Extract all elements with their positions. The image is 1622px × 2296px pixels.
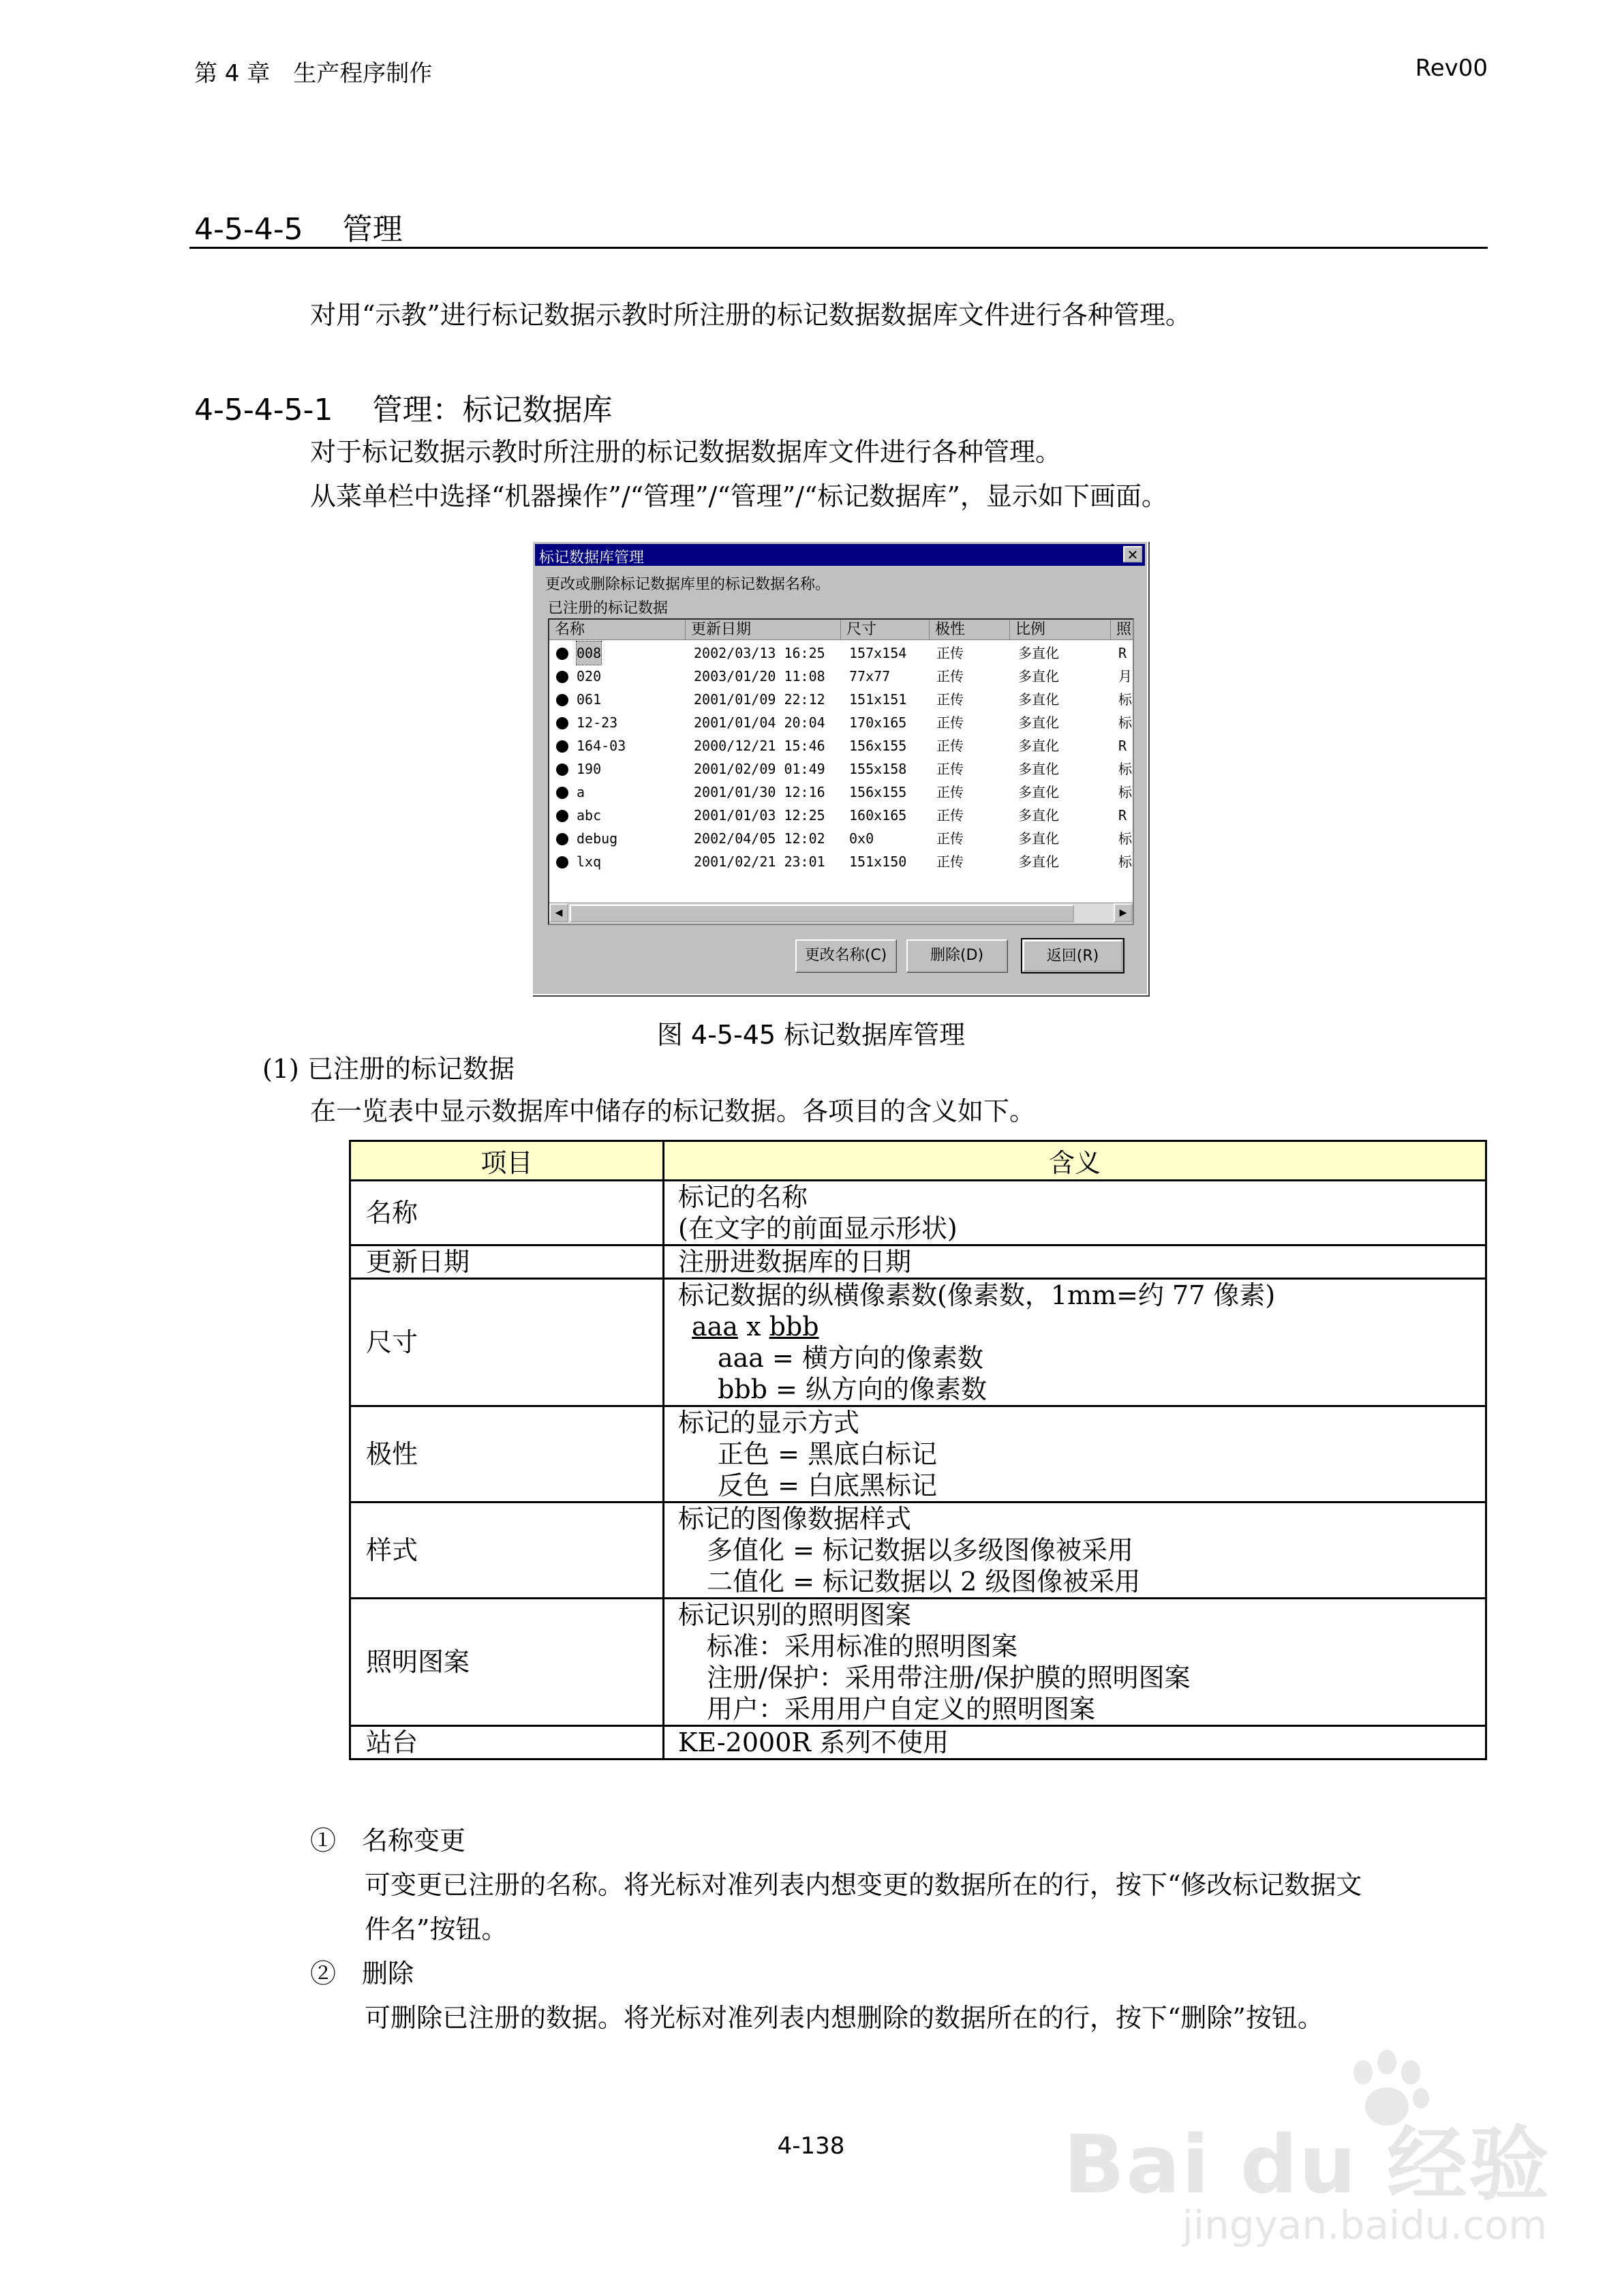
mark-shape-icon xyxy=(556,648,568,660)
cell-name: 061 xyxy=(577,691,602,708)
section-rule xyxy=(189,247,1488,249)
cell-polarity: 正传 xyxy=(936,784,964,800)
mark-shape-icon xyxy=(556,764,568,776)
cell-size: 151x151 xyxy=(849,691,907,708)
table-item: 站台 xyxy=(350,1726,664,1759)
section-intro: 对用“示教”进行标记数据示教时所注册的标记数据数据库文件进行各种管理。 xyxy=(310,300,1191,330)
table-item: 更新日期 xyxy=(350,1245,664,1279)
format-bbb: bbb xyxy=(769,1312,819,1342)
cell-extra: 标 xyxy=(1118,691,1132,708)
cell-polarity: 正传 xyxy=(936,761,964,777)
list-item[interactable] xyxy=(549,850,1133,873)
list-item[interactable] xyxy=(549,757,1133,781)
cell-ratio: 多直化 xyxy=(1018,761,1059,777)
horizontal-scrollbar[interactable] xyxy=(549,903,1133,924)
baidu-watermark-url: jingyan.baidu.com xyxy=(1182,2202,1547,2248)
table-item: 照明图案 xyxy=(350,1599,664,1726)
cell-name: 008 xyxy=(577,641,601,665)
rename-section-desc-1: 可变更已注册的名称。将光标对准列表内想变更的数据所在的行，按下“修改标记数据文 xyxy=(365,1870,1362,1900)
meaning-line: aaa = 横方向的像素数 xyxy=(718,1343,983,1373)
table-item: 名称 xyxy=(350,1181,664,1245)
meaning-line: 用户：采用用户自定义的照明图案 xyxy=(707,1694,1096,1724)
cell-polarity: 正传 xyxy=(936,738,964,754)
table-row-polarity xyxy=(350,1406,1486,1502)
meaning-line: 标记识别的照明图案 xyxy=(678,1600,912,1630)
delete-section-title: ② 删除 xyxy=(310,1959,414,1989)
cell-date: 2001/01/04 20:04 xyxy=(694,714,825,731)
list-item[interactable] xyxy=(549,688,1133,711)
rename-section-desc-2: 件名”按钮。 xyxy=(365,1914,508,1944)
cell-name: abc xyxy=(577,807,602,824)
cell-name: a xyxy=(577,784,585,800)
cell-extra: R xyxy=(1118,807,1127,824)
cell-polarity: 正传 xyxy=(936,714,964,731)
close-icon[interactable]: ✕ xyxy=(1123,546,1142,562)
list-item[interactable] xyxy=(549,804,1133,827)
table-row-name xyxy=(350,1181,1486,1245)
dialog-titlebar[interactable] xyxy=(535,544,1145,566)
table-meaning xyxy=(664,1599,1486,1726)
cell-ratio: 多直化 xyxy=(1018,807,1059,824)
running-header-revision: Rev00 xyxy=(1415,55,1488,82)
baidu-watermark-logo: Bai du 经验 xyxy=(1063,2117,1550,2211)
cell-ratio: 多直化 xyxy=(1018,738,1059,754)
scroll-right-icon[interactable]: ▶ xyxy=(1114,903,1133,922)
cell-date: 2003/01/20 11:08 xyxy=(694,668,825,684)
cell-extra: 标 xyxy=(1118,854,1132,870)
column-header-polarity[interactable]: 极性 xyxy=(930,620,1010,640)
table-row-station xyxy=(350,1726,1486,1759)
cell-ratio: 多直化 xyxy=(1018,668,1059,684)
cell-polarity: 正传 xyxy=(936,645,964,661)
return-button[interactable]: 返回(R) xyxy=(1022,939,1123,972)
scroll-left-icon[interactable]: ◀ xyxy=(549,903,568,922)
cell-ratio: 多直化 xyxy=(1018,714,1059,731)
meaning-line: 标记数据的纵横像素数(像素数，1mm=约 77 像素) xyxy=(678,1280,1276,1310)
meaning-line: bbb = 纵方向的像素数 xyxy=(718,1374,987,1404)
table-meaning xyxy=(664,1726,1486,1759)
cell-name: 12-23 xyxy=(577,714,618,731)
table-item: 尺寸 xyxy=(350,1279,664,1406)
format-aaa: aaa xyxy=(692,1312,738,1342)
cell-size: 77x77 xyxy=(849,668,891,684)
cell-extra: R xyxy=(1118,738,1127,754)
meaning-line: 标准：采用标准的照明图案 xyxy=(707,1631,1018,1661)
subsection-line-2: 从菜单栏中选择“机器操作”/“管理”/“管理”/“标记数据库”，显示如下画面。 xyxy=(310,481,1167,511)
cell-size: 155x158 xyxy=(849,761,907,777)
cell-extra: R xyxy=(1118,645,1127,661)
table-meaning xyxy=(664,1406,1486,1502)
cell-date: 2001/02/09 01:49 xyxy=(694,761,825,777)
cell-name: 020 xyxy=(577,668,602,684)
cell-extra: 标 xyxy=(1118,830,1132,847)
table-row-size xyxy=(350,1279,1486,1406)
mark-shape-icon xyxy=(556,694,568,706)
dialog-instruction: 更改或删除标记数据库里的标记数据名称。 xyxy=(545,576,831,593)
cell-size: 170x165 xyxy=(849,714,907,731)
cell-extra: 标 xyxy=(1118,761,1132,777)
subsection-title: 4-5-4-5-1 管理：标记数据库 xyxy=(194,393,613,427)
mark-database-dialog xyxy=(532,541,1148,995)
page-number: 4-138 xyxy=(777,2132,845,2160)
cell-size: 156x155 xyxy=(849,738,907,754)
meaning-line: 多值化 = 标记数据以多级图像被采用 xyxy=(707,1535,1133,1565)
figure-caption: 图 4-5-45 标记数据库管理 xyxy=(656,1020,966,1050)
mark-shape-icon xyxy=(556,717,568,729)
cell-polarity: 正传 xyxy=(936,854,964,870)
rename-section-title: ① 名称变更 xyxy=(310,1826,466,1856)
mark-shape-icon xyxy=(556,856,568,868)
cell-date: 2002/03/13 16:25 xyxy=(694,645,825,661)
column-header-size[interactable]: 尺寸 xyxy=(841,620,930,640)
mark-shape-icon xyxy=(556,671,568,683)
meaning-line: KE-2000R 系列不使用 xyxy=(678,1727,949,1757)
meaning-line: (在文字的前面显示形状) xyxy=(678,1213,958,1243)
list-item[interactable] xyxy=(549,781,1133,804)
list-item[interactable] xyxy=(549,641,1133,665)
cell-date: 2000/12/21 15:46 xyxy=(694,738,825,754)
cell-size: 151x150 xyxy=(849,854,907,870)
cell-ratio: 多直化 xyxy=(1018,784,1059,800)
cell-polarity: 正传 xyxy=(936,830,964,847)
mark-shape-icon xyxy=(556,740,568,753)
meaning-line: 正色 = 黑底白标记 xyxy=(718,1439,937,1469)
registered-list-label: 已注册的标记数据 xyxy=(548,600,669,617)
mark-shape-icon xyxy=(556,833,568,845)
table-meaning xyxy=(664,1279,1486,1406)
list-item[interactable] xyxy=(549,827,1133,850)
list-item[interactable] xyxy=(549,734,1133,757)
scrollbar-thumb[interactable] xyxy=(570,905,1074,922)
format-x: x xyxy=(746,1312,761,1342)
list-item[interactable] xyxy=(549,711,1133,734)
cell-extra: 月 xyxy=(1118,668,1132,684)
cell-name: lxq xyxy=(577,854,602,870)
cell-date: 2001/01/09 22:12 xyxy=(694,691,825,708)
delete-button[interactable]: 删除(D) xyxy=(906,939,1007,972)
column-header-date[interactable]: 更新日期 xyxy=(686,620,841,640)
cell-size: 156x155 xyxy=(849,784,907,800)
dialog-title: 标记数据库管理 xyxy=(539,549,645,567)
cell-extra: 标 xyxy=(1118,714,1132,731)
item-1-description: 在一览表中显示数据库中储存的标记数据。各项目的含义如下。 xyxy=(310,1096,1036,1126)
table-meaning xyxy=(664,1181,1486,1245)
mark-shape-icon xyxy=(556,787,568,799)
meaning-line: 标记的图像数据样式 xyxy=(678,1504,912,1534)
cell-name: debug xyxy=(577,830,618,847)
cell-ratio: 多直化 xyxy=(1018,854,1059,870)
list-item[interactable] xyxy=(549,665,1133,688)
cell-name: 190 xyxy=(577,761,602,777)
table-meaning xyxy=(664,1502,1486,1599)
cell-polarity: 正传 xyxy=(936,668,964,684)
cell-ratio: 多直化 xyxy=(1018,645,1059,661)
cell-date: 2001/01/30 12:16 xyxy=(694,784,825,800)
table-row-light xyxy=(350,1599,1486,1726)
meaning-line: 注册进数据库的日期 xyxy=(678,1247,912,1277)
meaning-line: 标记的显示方式 xyxy=(678,1408,860,1438)
table-row-style xyxy=(350,1502,1486,1599)
section-title: 4-5-4-5 管理 xyxy=(194,212,403,247)
mark-shape-icon xyxy=(556,810,568,822)
field-definition-table xyxy=(349,1140,1487,1760)
column-header-name[interactable]: 名称 xyxy=(549,620,686,640)
column-header-ratio[interactable]: 比例 xyxy=(1010,620,1111,640)
cell-date: 2001/01/03 12:25 xyxy=(694,807,825,824)
size-format xyxy=(678,1311,1470,1342)
meaning-line: 注册/保护：采用带注册/保护膜的照明图案 xyxy=(707,1663,1191,1693)
cell-size: 0x0 xyxy=(849,830,874,847)
meaning-line: 标记的名称 xyxy=(678,1182,808,1212)
cell-polarity: 正传 xyxy=(936,807,964,824)
cell-ratio: 多直化 xyxy=(1018,691,1059,708)
cell-polarity: 正传 xyxy=(936,691,964,708)
cell-name: 164-03 xyxy=(577,738,626,754)
table-item: 样式 xyxy=(350,1502,664,1599)
table-item: 极性 xyxy=(350,1406,664,1502)
registered-mark-list[interactable] xyxy=(548,618,1134,925)
cell-size: 160x165 xyxy=(849,807,907,824)
meaning-line: 反色 = 白底黑标记 xyxy=(718,1470,937,1500)
cell-ratio: 多直化 xyxy=(1018,830,1059,847)
delete-section-desc: 可删除已注册的数据。将光标对准列表内想删除的数据所在的行，按下“删除”按钮。 xyxy=(365,2003,1323,2033)
table-header-item: 项目 xyxy=(350,1141,664,1181)
cell-date: 2002/04/05 12:02 xyxy=(694,830,825,847)
table-meaning xyxy=(664,1245,1486,1279)
cell-date: 2001/02/21 23:01 xyxy=(694,854,825,870)
running-header-chapter: 第 4 章 生产程序制作 xyxy=(194,60,433,87)
meaning-line: 二值化 = 标记数据以 2 级图像被采用 xyxy=(707,1567,1141,1597)
item-1-title: (1) 已注册的标记数据 xyxy=(262,1054,515,1084)
subsection-line-1: 对于标记数据示教时所注册的标记数据数据库文件进行各种管理。 xyxy=(310,437,1062,467)
cell-size: 157x154 xyxy=(849,645,907,661)
cell-extra: 标 xyxy=(1118,784,1132,800)
table-header-meaning: 含义 xyxy=(664,1141,1486,1181)
column-header-light[interactable]: 照 xyxy=(1111,620,1134,640)
table-row-date xyxy=(350,1245,1486,1279)
rename-button[interactable]: 更改名称(C) xyxy=(795,939,896,972)
